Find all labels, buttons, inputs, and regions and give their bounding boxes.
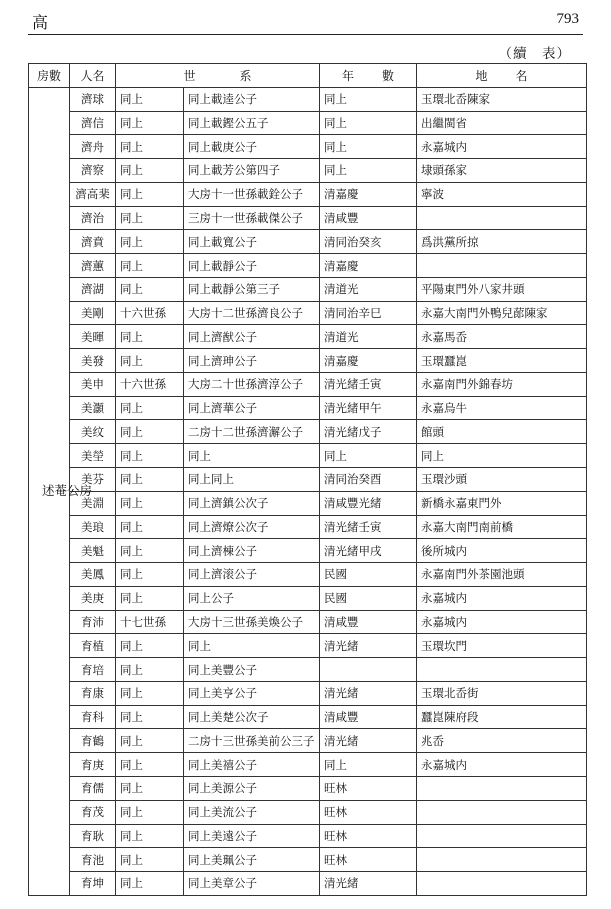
lineage-cell: 同上載寬公子 [184, 230, 320, 254]
genealogy-table [28, 63, 587, 896]
generation-cell: 同上 [116, 230, 184, 254]
lineage-cell: 同上 [184, 444, 320, 468]
table-row [29, 610, 587, 634]
lineage-cell: 三房十一世孫載傑公子 [184, 206, 320, 230]
place-cell: 後所城内 [417, 539, 587, 563]
lineage-cell: 同上美亨公子 [184, 681, 320, 705]
person-name-cell: 育池 [70, 848, 116, 872]
generation-cell: 同上 [116, 468, 184, 492]
place-cell: 寧波 [417, 182, 587, 206]
generation-cell: 同上 [116, 586, 184, 610]
place-cell [417, 800, 587, 824]
era-cell: 清光緒 [320, 729, 417, 753]
era-cell: 清咸豐 [320, 705, 417, 729]
person-name-cell: 美淵 [70, 491, 116, 515]
lineage-cell: 同上濟鎮公次子 [184, 491, 320, 515]
table-row [29, 372, 587, 396]
person-name-cell: 美發 [70, 349, 116, 373]
generation-cell: 同上 [116, 444, 184, 468]
person-name-cell: 育沛 [70, 610, 116, 634]
lineage-cell: 同上同上 [184, 468, 320, 492]
place-cell: 爲洪黨所掠 [417, 230, 587, 254]
generation-cell: 同上 [116, 776, 184, 800]
place-cell [417, 254, 587, 278]
person-name-cell: 美琅 [70, 515, 116, 539]
generation-cell: 同上 [116, 420, 184, 444]
table-row [29, 277, 587, 301]
lineage-cell: 大房十三世孫美煥公子 [184, 610, 320, 634]
place-cell: 館頭 [417, 420, 587, 444]
place-cell: 永嘉馬岙 [417, 325, 587, 349]
table-row [29, 586, 587, 610]
era-cell: 清光緒 [320, 634, 417, 658]
person-name-cell: 濟舟 [70, 135, 116, 159]
table-row [29, 872, 587, 896]
lineage-cell: 同上載逵公子 [184, 87, 320, 111]
table-row [29, 824, 587, 848]
place-cell: 玉環沙頭 [417, 468, 587, 492]
place-cell: 玉環北岙街 [417, 681, 587, 705]
person-name-cell: 育鶴 [70, 729, 116, 753]
person-name-cell: 美芬 [70, 468, 116, 492]
person-name-cell: 美纹 [70, 420, 116, 444]
table-row [29, 420, 587, 444]
era-cell: 清道光 [320, 325, 417, 349]
era-cell: 清嘉慶 [320, 182, 417, 206]
era-cell: 同上 [320, 753, 417, 777]
lineage-cell: 同上美章公子 [184, 872, 320, 896]
table-row [29, 753, 587, 777]
col-header-era: 年 數 [320, 64, 417, 88]
place-cell [417, 776, 587, 800]
place-cell: 出繼閩省 [417, 111, 587, 135]
era-cell: 清光緒 [320, 872, 417, 896]
era-cell: 清同治癸亥 [320, 230, 417, 254]
era-cell: 清光緒壬寅 [320, 515, 417, 539]
era-cell: 清咸豐 [320, 206, 417, 230]
col-header-place: 地 名 [417, 64, 587, 88]
lineage-cell: 同上載庚公子 [184, 135, 320, 159]
lineage-cell: 二房十二世孫濟澥公子 [184, 420, 320, 444]
person-name-cell: 育茂 [70, 800, 116, 824]
era-cell: 旺林 [320, 848, 417, 872]
place-cell [417, 824, 587, 848]
generation-cell: 同上 [116, 349, 184, 373]
era-cell: 同上 [320, 111, 417, 135]
person-name-cell: 美暉 [70, 325, 116, 349]
person-name-cell: 育耿 [70, 824, 116, 848]
lineage-cell: 同上濟華公子 [184, 396, 320, 420]
era-cell: 清同治癸酉 [320, 468, 417, 492]
person-name-cell: 濟球 [70, 87, 116, 111]
era-cell: 清道光 [320, 277, 417, 301]
place-cell [417, 848, 587, 872]
table-row [29, 159, 587, 183]
person-name-cell: 育儒 [70, 776, 116, 800]
place-cell: 兆岙 [417, 729, 587, 753]
lineage-cell: 同上公子 [184, 586, 320, 610]
place-cell: 平陽東門外八家井頭 [417, 277, 587, 301]
col-header-name: 人名 [70, 64, 116, 88]
lineage-cell: 同上美楚公次子 [184, 705, 320, 729]
lineage-cell: 同上 [184, 634, 320, 658]
col-header-house: 房數 [29, 64, 70, 88]
era-cell: 民國 [320, 563, 417, 587]
lineage-cell: 大房十一世孫載銓公子 [184, 182, 320, 206]
table-row [29, 729, 587, 753]
table-row [29, 182, 587, 206]
generation-cell: 同上 [116, 396, 184, 420]
lineage-cell: 同上美遠公子 [184, 824, 320, 848]
lineage-cell: 同上濟滚公子 [184, 563, 320, 587]
lineage-cell: 同上美源公子 [184, 776, 320, 800]
person-name-cell: 育培 [70, 658, 116, 682]
table-row [29, 539, 587, 563]
lineage-cell: 同上濟燎公次子 [184, 515, 320, 539]
table-row [29, 776, 587, 800]
place-cell: 永嘉城内 [417, 135, 587, 159]
person-name-cell: 育康 [70, 681, 116, 705]
person-name-cell: 濟信 [70, 111, 116, 135]
table-row [29, 848, 587, 872]
place-cell: 永嘉大南門外鴨兒蓈陳家 [417, 301, 587, 325]
place-cell: 永嘉城内 [417, 586, 587, 610]
generation-cell: 同上 [116, 681, 184, 705]
lineage-cell: 同上載鏗公五子 [184, 111, 320, 135]
era-cell: 同上 [320, 159, 417, 183]
table-row [29, 634, 587, 658]
generation-cell: 同上 [116, 848, 184, 872]
table-row [29, 301, 587, 325]
generation-cell: 同上 [116, 539, 184, 563]
place-cell: 永嘉城内 [417, 610, 587, 634]
lineage-cell: 大房十二世孫濟良公子 [184, 301, 320, 325]
lineage-cell: 二房十三世孫美前公三子 [184, 729, 320, 753]
place-cell: 新橋永嘉東門外 [417, 491, 587, 515]
table-row [29, 563, 587, 587]
generation-cell: 同上 [116, 872, 184, 896]
person-name-cell: 美灝 [70, 396, 116, 420]
generation-cell: 同上 [116, 800, 184, 824]
table-row [29, 681, 587, 705]
table-row [29, 396, 587, 420]
generation-cell: 同上 [116, 491, 184, 515]
place-cell: 埭頭孫家 [417, 159, 587, 183]
generation-cell: 同上 [116, 254, 184, 278]
place-cell [417, 658, 587, 682]
lineage-cell: 同上濟猷公子 [184, 325, 320, 349]
generation-cell: 十七世孫 [116, 610, 184, 634]
generation-cell: 十六世孫 [116, 372, 184, 396]
era-cell: 清同治辛巳 [320, 301, 417, 325]
era-cell: 旺林 [320, 800, 417, 824]
lineage-cell: 同上美禧公子 [184, 753, 320, 777]
table-row [29, 444, 587, 468]
era-cell: 旺林 [320, 776, 417, 800]
era-cell: 旺林 [320, 824, 417, 848]
person-name-cell: 育坤 [70, 872, 116, 896]
generation-cell: 同上 [116, 658, 184, 682]
era-cell: 民國 [320, 586, 417, 610]
table-row [29, 349, 587, 373]
person-name-cell: 濟蕙 [70, 254, 116, 278]
era-cell: 清咸豐 [320, 610, 417, 634]
generation-cell: 十六世孫 [116, 301, 184, 325]
era-cell: 同上 [320, 444, 417, 468]
generation-cell: 同上 [116, 87, 184, 111]
lineage-cell: 同上美珮公子 [184, 848, 320, 872]
lineage-cell: 同上載靜公第三子 [184, 277, 320, 301]
table-row [29, 658, 587, 682]
col-header-lineage: 世 系 [116, 64, 320, 88]
era-cell: 清光緒甲戌 [320, 539, 417, 563]
continued-table-label: （續 表） [498, 46, 571, 62]
place-cell: 永嘉南門外錦春坊 [417, 372, 587, 396]
era-cell: 清光緒 [320, 681, 417, 705]
place-cell: 玉環坎門 [417, 634, 587, 658]
person-name-cell: 濟湖 [70, 277, 116, 301]
generation-cell: 同上 [116, 135, 184, 159]
era-cell: 清光緒壬寅 [320, 372, 417, 396]
person-name-cell: 育植 [70, 634, 116, 658]
table-row [29, 254, 587, 278]
table-row [29, 468, 587, 492]
table-row [29, 800, 587, 824]
table-row [29, 230, 587, 254]
lineage-cell: 同上載靜公子 [184, 254, 320, 278]
place-cell: 永嘉南門外茶園池頭 [417, 563, 587, 587]
place-cell: 永嘉城内 [417, 753, 587, 777]
generation-cell: 同上 [116, 563, 184, 587]
person-name-cell: 美申 [70, 372, 116, 396]
lineage-cell: 大房二十世孫濟淳公子 [184, 372, 320, 396]
generation-cell: 同上 [116, 111, 184, 135]
generation-cell: 同上 [116, 182, 184, 206]
generation-cell: 同上 [116, 634, 184, 658]
generation-cell: 同上 [116, 159, 184, 183]
era-cell: 清光緒甲午 [320, 396, 417, 420]
person-name-cell: 美鳳 [70, 563, 116, 587]
generation-cell: 同上 [116, 325, 184, 349]
house-label: 述菴公房 [42, 483, 93, 499]
table-row [29, 491, 587, 515]
lineage-cell: 同上濟珅公子 [184, 349, 320, 373]
place-cell: 永嘉烏牛 [417, 396, 587, 420]
era-cell [320, 658, 417, 682]
place-cell: 同上 [417, 444, 587, 468]
place-cell [417, 872, 587, 896]
era-cell: 清光緒戊子 [320, 420, 417, 444]
page-number: 793 [556, 11, 579, 27]
table-row [29, 206, 587, 230]
generation-cell: 同上 [116, 705, 184, 729]
table-header-row [29, 64, 587, 88]
person-name-cell: 美庚 [70, 586, 116, 610]
generation-cell: 同上 [116, 753, 184, 777]
person-name-cell: 育科 [70, 705, 116, 729]
lineage-cell: 同上美流公子 [184, 800, 320, 824]
page-header [28, 8, 583, 35]
table-row [29, 325, 587, 349]
table-row [29, 515, 587, 539]
table-row [29, 135, 587, 159]
person-name-cell: 濟察 [70, 159, 116, 183]
person-name-cell: 濟高棐 [70, 182, 116, 206]
era-cell: 清嘉慶 [320, 254, 417, 278]
generation-cell: 同上 [116, 515, 184, 539]
era-cell: 同上 [320, 135, 417, 159]
era-cell: 清咸豐光緒 [320, 491, 417, 515]
table-row [29, 705, 587, 729]
place-cell: 玉環蠶崑 [417, 349, 587, 373]
person-name-cell: 濟治 [70, 206, 116, 230]
place-cell: 蠶崑陳府段 [417, 705, 587, 729]
era-cell: 清嘉慶 [320, 349, 417, 373]
running-head: 高 [32, 13, 49, 32]
generation-cell: 同上 [116, 277, 184, 301]
lineage-cell: 同上美豐公子 [184, 658, 320, 682]
generation-cell: 同上 [116, 206, 184, 230]
place-cell: 玉環北岙陳家 [417, 87, 587, 111]
person-name-cell: 美魁 [70, 539, 116, 563]
generation-cell: 同上 [116, 729, 184, 753]
table-body [29, 87, 587, 895]
era-cell: 同上 [320, 87, 417, 111]
generation-cell: 同上 [116, 824, 184, 848]
table-row [29, 87, 587, 111]
lineage-cell: 同上濟棟公子 [184, 539, 320, 563]
place-cell [417, 206, 587, 230]
person-name-cell: 濟賁 [70, 230, 116, 254]
person-name-cell: 育庚 [70, 753, 116, 777]
table-row [29, 111, 587, 135]
place-cell: 永嘉大南門南前橋 [417, 515, 587, 539]
person-name-cell: 美剛 [70, 301, 116, 325]
person-name-cell: 美塋 [70, 444, 116, 468]
lineage-cell: 同上載芳公第四子 [184, 159, 320, 183]
